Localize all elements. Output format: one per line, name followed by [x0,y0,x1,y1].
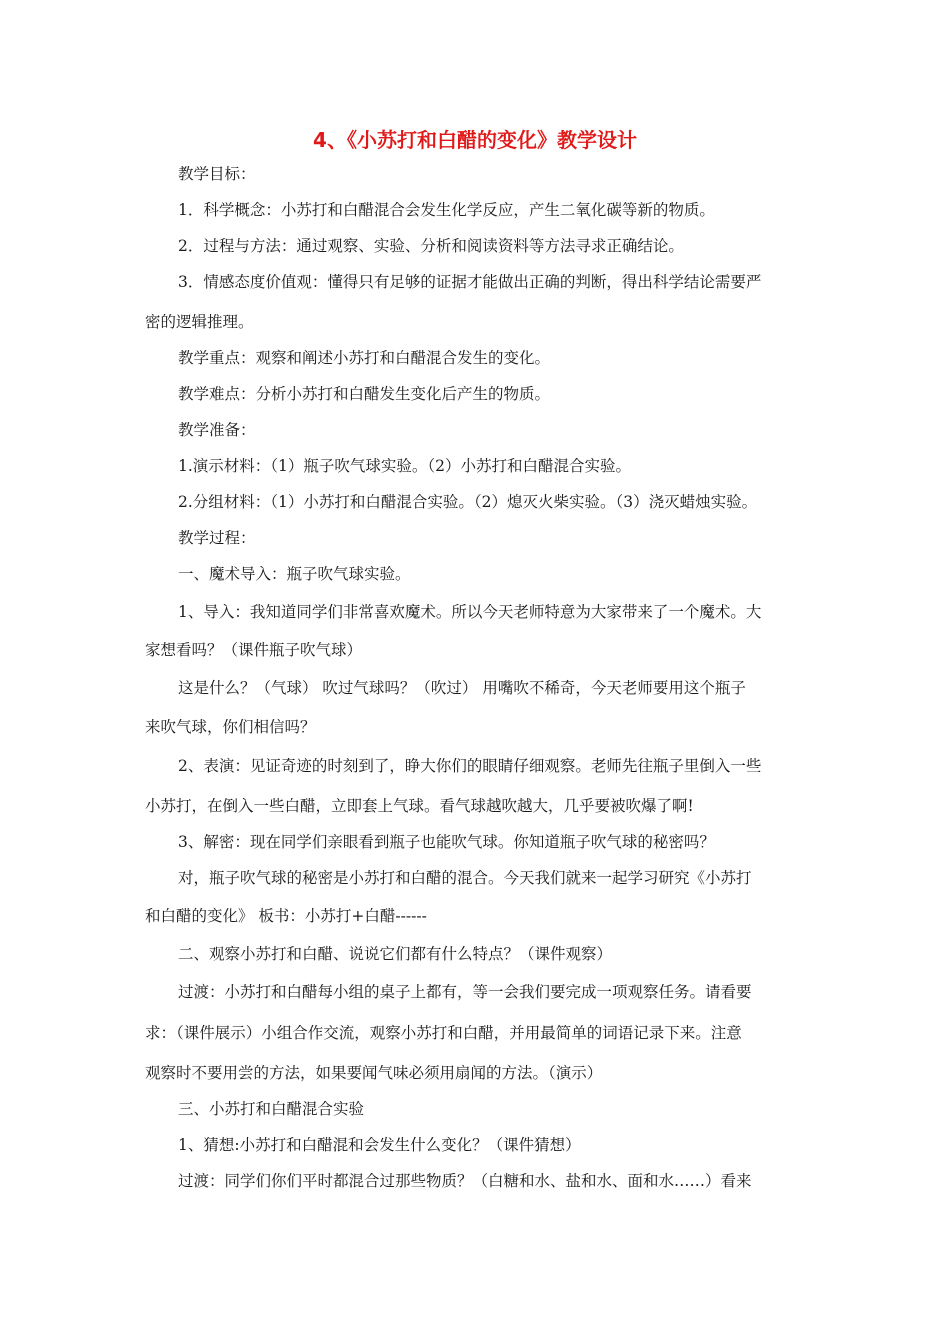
paragraph-demo-materials: 1.演示材料：（1）瓶子吹气球实验。（2）小苏打和白醋混合实验。 [178,457,632,475]
paragraph-secret: 对，瓶子吹气球的秘密是小苏打和白醋的混合。今天我们就来一起学习研究《小苏打 [178,869,752,887]
paragraph-transition-observe-cont-1: 求：（课件展示）小组合作交流，观察小苏打和白醋，并用最简单的词语记录下来。注意 [145,1024,742,1042]
paragraph-preparation: 教学准备： [178,421,256,439]
paragraph-transition-observe-cont-2: 观察时不要用尝的方法，如果要闻气味必须用扇闻的方法。（演示） [145,1064,603,1082]
paragraph-balloon-question-cont: 来吹气球，你们相信吗？ [145,718,316,736]
heading-section-3: 三、小苏打和白醋混合实验 [178,1100,365,1118]
document-title: 4、《小苏打和白醋的变化》教学设计 [313,128,637,152]
paragraph-goal-3: 3．情感态度价值观：懂得只有足够的证据才能做出正确的判断，得出科学结论需要严 [178,273,762,291]
paragraph-goal-2: 2．过程与方法：通过观察、实验、分析和阅读资料等方法寻求正确结论。 [178,237,684,255]
paragraph-teaching-goals: 教学目标： [178,165,256,183]
paragraph-guess: 1、猜想:小苏打和白醋混和会发生什么变化？（课件猜想） [178,1136,581,1154]
paragraph-difficulty: 教学难点：分析小苏打和白醋发生变化后产生的物质。 [178,385,551,403]
paragraph-performance: 2、表演：见证奇迹的时刻到了，睁大你们的眼睛仔细观察。老师先往瓶子里倒入一些 [178,757,762,775]
paragraph-balloon-question: 这是什么？（气球） 吹过气球吗？（吹过） 用嘴吹不稀奇，今天老师要用这个瓶子 [178,679,746,697]
heading-section-1: 一、魔术导入：瓶子吹气球实验。 [178,565,411,583]
paragraph-performance-cont: 小苏打，在倒入一些白醋，立即套上气球。看气球越吹越大，几乎要被吹爆了啊! [145,797,694,815]
paragraph-intro-cont: 家想看吗？（课件瓶子吹气球） [145,641,363,659]
paragraph-reveal: 3、解密：现在同学们亲眼看到瓶子也能吹气球。你知道瓶子吹气球的秘密吗？ [178,833,715,851]
paragraph-intro: 1、导入：我知道同学们非常喜欢魔术。所以今天老师特意为大家带来了一个魔术。大 [178,603,762,621]
paragraph-key-point: 教学重点：观察和阐述小苏打和白醋混合发生的变化。 [178,349,551,367]
paragraph-secret-cont: 和白醋的变化》 板书：小苏打+白醋------ [145,907,427,925]
heading-section-2: 二、观察小苏打和白醋、说说它们都有什么特点？（课件观察） [178,945,613,963]
paragraph-transition-observe: 过渡：小苏打和白醋每小组的桌子上都有，等一会我们要完成一项观察任务。请看要 [178,983,752,1001]
paragraph-transition-mix: 过渡：同学们你们平时都混合过那些物质？（白糖和水、盐和水、面和水……）看来 [178,1172,752,1190]
paragraph-group-materials: 2.分组材料：（1）小苏打和白醋混合实验。（2）熄灭火柴实验。（3）浇灭蜡烛实验。 [178,493,758,511]
paragraph-process: 教学过程： [178,529,256,547]
paragraph-goal-3-cont: 密的逻辑推理。 [145,313,254,331]
paragraph-goal-1: 1．科学概念：小苏打和白醋混合会发生化学反应，产生二氧化碳等新的物质。 [178,201,715,219]
